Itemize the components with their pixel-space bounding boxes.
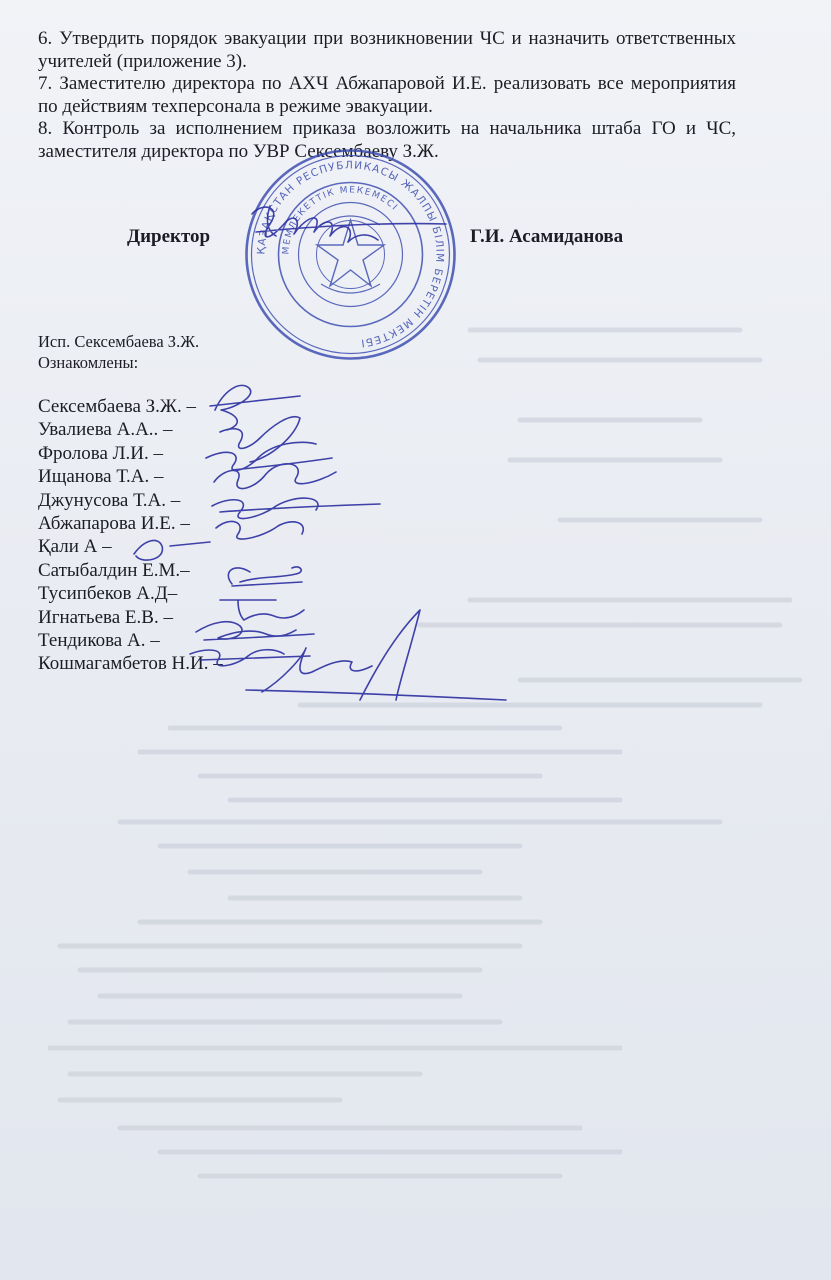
list-item: Игнатьева Е.В. –: [38, 606, 173, 628]
acknowledged-label: Ознакомлены:: [38, 353, 139, 372]
list-item: Ищанова Т.А. –: [38, 466, 164, 488]
item-text: Контроль за исполнением приказа возложить на начальника штаба ГО и ЧС, заместителя директора по УВР Сексембаеву З.Ж.: [38, 118, 736, 162]
list-item: Джунусова Т.А. –: [38, 489, 181, 511]
item-number: 8.: [38, 118, 53, 139]
item-text: Заместителю директора по АХЧ Абжапаровой И.Е. реализовать все мероприятия по действиям техперсонала в режиме эвакуации.: [38, 73, 736, 117]
list-item: Кошмагамбетов Н.И. –: [38, 653, 223, 675]
signature-mark: [212, 498, 380, 518]
list-item: Сатыбалдин Е.М.–: [38, 559, 190, 581]
seal-inner-text: МЕМЛЕКЕТТІК МЕКЕМЕСІ: [281, 185, 400, 255]
signature-mark: [210, 385, 300, 430]
list-item: Қали А –: [38, 536, 112, 558]
signature-mark: [216, 521, 303, 539]
order-item: [38, 73, 736, 118]
order-item: [38, 28, 736, 73]
list-item: Абжапарова И.Е. –: [38, 513, 190, 535]
signature-role: Директор: [127, 226, 211, 247]
executor-line: Исп. Сексембаева З.Ж.: [38, 332, 200, 351]
list-item: Фролова Л.И. –: [38, 442, 164, 464]
seal-outer-text: ҚАЗАҚСТАН РЕСПУБЛИКАСЫ ЖАЛПЫ БІЛІМ БЕРЕТІН МЕКТЕБІ: [255, 159, 446, 349]
signature-mark: [206, 442, 332, 470]
executor-block: [38, 331, 199, 373]
signature-mark: [220, 417, 300, 462]
list-item: Увалиева А.А.. –: [38, 419, 173, 441]
signature-mark: [228, 567, 302, 586]
list-item: Тендикова А. –: [38, 630, 160, 652]
acknowledged-list: [38, 395, 223, 676]
signature-mark: [214, 464, 336, 489]
order-items: [38, 28, 736, 163]
item-number: 7.: [38, 73, 53, 94]
official-seal: [243, 147, 458, 362]
list-item: Сексембаева З.Ж. –: [38, 396, 196, 417]
item-number: 6.: [38, 28, 53, 49]
item-text: Утвердить порядок эвакуации при возникновении ЧС и назначить ответственных учителей (приложение 3).: [38, 28, 737, 72]
list-item: Тусипбеков А.Д–: [38, 583, 178, 605]
signature-mark: [220, 600, 304, 620]
signature-mark: [246, 610, 506, 700]
signature-name: Г.И. Асамиданова: [470, 226, 624, 247]
